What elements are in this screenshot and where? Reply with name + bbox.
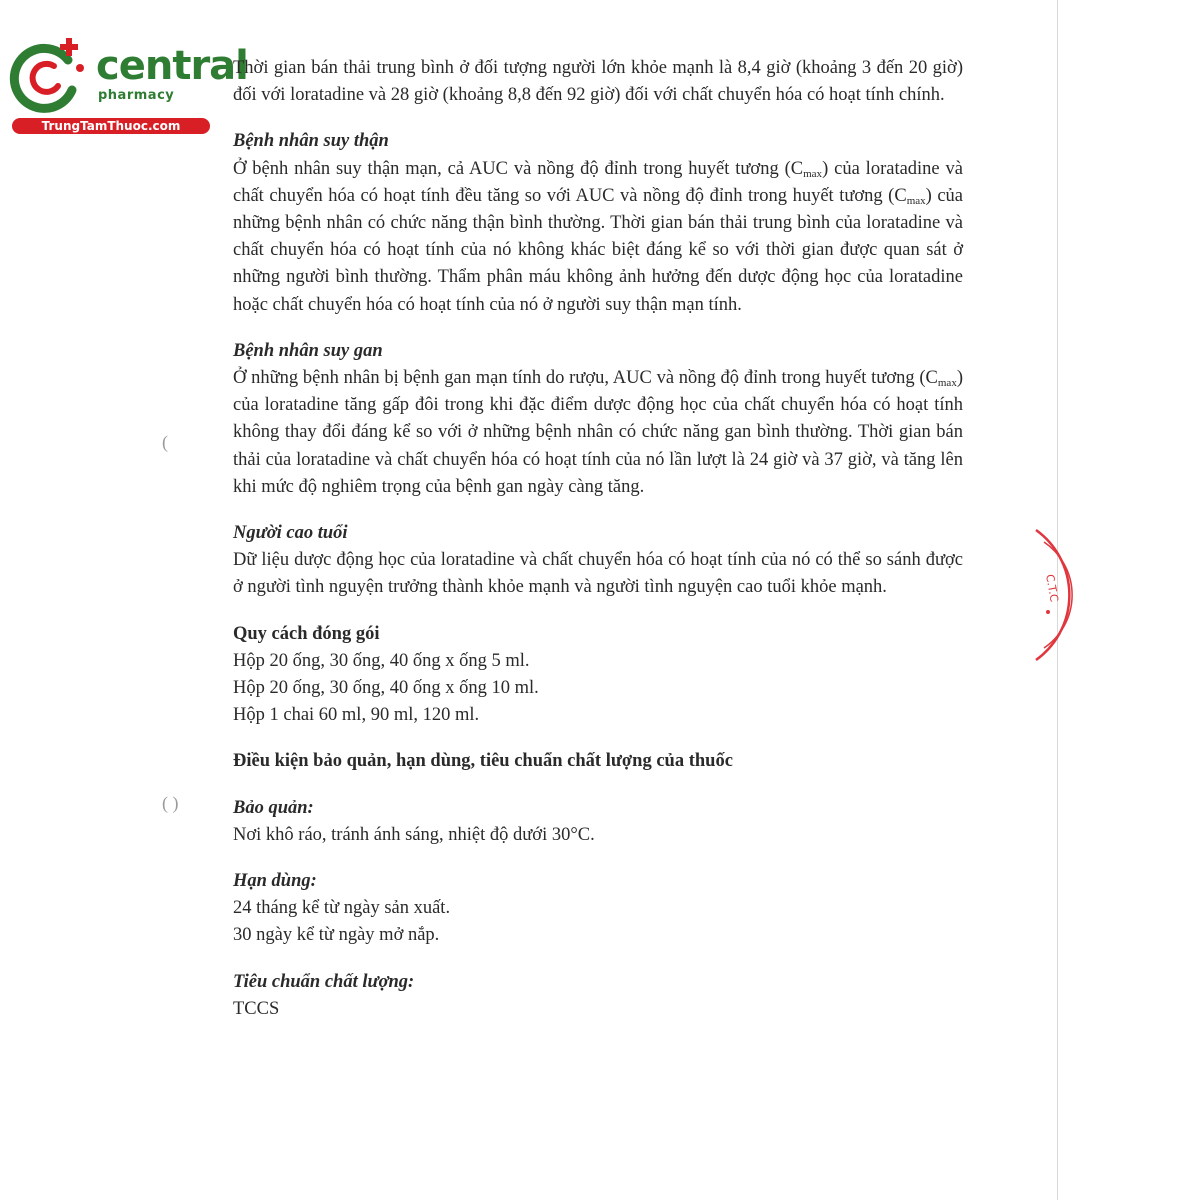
quality-text: TCCS (233, 998, 280, 1019)
quality-heading: Tiêu chuẩn chất lượng: (233, 971, 415, 992)
elderly-heading: Người cao tuổi (233, 523, 348, 544)
renal-heading: Bệnh nhân suy thận (233, 131, 389, 152)
packaging-line: Hộp 20 ống, 30 ống, 40 ống x ống 5 ml. (233, 650, 530, 671)
logo-wordmark: central (96, 43, 248, 89)
central-pharmacy-logo (10, 38, 248, 138)
hepatic-paragraph: Ở những bệnh nhân bị bệnh gan mạn tính do rượu, AUC và nồng độ đỉnh trong huyết tương $(C_{max})$ của loratadine tăng gấp đôi trong khi đặc điểm dược động học của chất chuyển hóa có hoạt tính không thay đổi đáng kể so với ở những bệnh nhân có chức năng gan bình thường. Thời gian bán thải của loratadine và chất chuyển hóa có hoạt tính của nó lần lượt là 24 giờ và 37 giờ, và tăng lên khi mức độ nghiêm trọng của bệnh gan ngày càng tăng. (233, 368, 963, 497)
storage-heading: Bảo quản: (233, 797, 314, 818)
shelf-life-heading: Hạn dùng: (233, 871, 317, 892)
packaging-line: Hộp 20 ống, 30 ống, 40 ống x ống 10 ml. (233, 678, 539, 699)
scan-artifact-mark: ( ) (162, 793, 179, 813)
red-seal-stamp (1030, 520, 1061, 670)
hepatic-heading: Bệnh nhân suy gan (233, 340, 383, 361)
document-body (233, 55, 963, 1023)
half-life-paragraph: Thời gian bán thải trung bình ở đối tượng người lớn khỏe mạnh là 8,4 giờ (khoảng 3 đến 20 giờ) đối với loratadine và 28 giờ (khoảng 8,8 đến 92 giờ) đối với chất chuyển hóa có hoạt tính chính. (233, 58, 963, 106)
stamp-text-fragment: C.T.C (1043, 573, 1061, 603)
hepatic-section (233, 338, 963, 501)
quality-section (233, 969, 963, 1023)
storage-text: Nơi khô ráo, tránh ánh sáng, nhiệt độ dưới 30°C. (233, 824, 595, 845)
pharmacy-cross-logo-icon (10, 38, 94, 116)
elderly-section (233, 520, 963, 602)
renal-paragraph: Ở bệnh nhân suy thận mạn, cả AUC và nồng độ đỉnh trong huyết tương $(C_{max})$ của loratadine và chất chuyển hóa có hoạt tính đều tăng so với AUC và nồng độ đỉnh trong huyết tương $(C_{max})$ của những bệnh nhân có chức năng thận bình thường. Thời gian bán thải trung bình của loratadine và chất chuyển hóa có hoạt tính của nó không khác biệt đáng kể so với thời gian được quan sát ở những người bình thường. Thẩm phân máu không ảnh hưởng đến dược động học của loratadine hoặc chất chuyển hóa có hoạt tính của nó ở người suy thận mạn tính. (233, 158, 963, 315)
packaging-line: Hộp 1 chai 60 ml, 90 ml, 120 ml. (233, 705, 480, 726)
renal-section (233, 128, 963, 318)
shelf-life-section (233, 868, 963, 950)
conditions-heading: Điều kiện bảo quản, hạn dùng, tiêu chuẩn chất lượng của thuốc (233, 751, 733, 772)
logo-website: TrungTamThuoc.com (12, 118, 210, 134)
elderly-paragraph: Dữ liệu dược động học của loratadine và chất chuyển hóa có hoạt tính của nó có thể so sánh được ở người tình nguyện trưởng thành khỏe mạnh và người tình nguyện cao tuổi khỏe mạnh. (233, 550, 963, 598)
packaging-section (233, 621, 963, 730)
storage-section (233, 795, 963, 849)
logo-subtitle: pharmacy (98, 88, 175, 103)
packaging-heading: Quy cách đóng gói (233, 623, 380, 644)
shelf-life-line: 24 tháng kể từ ngày sản xuất. (233, 898, 451, 919)
shelf-life-line: 30 ngày kể từ ngày mở nắp. (233, 925, 440, 946)
scan-artifact-mark: ( (162, 432, 168, 452)
